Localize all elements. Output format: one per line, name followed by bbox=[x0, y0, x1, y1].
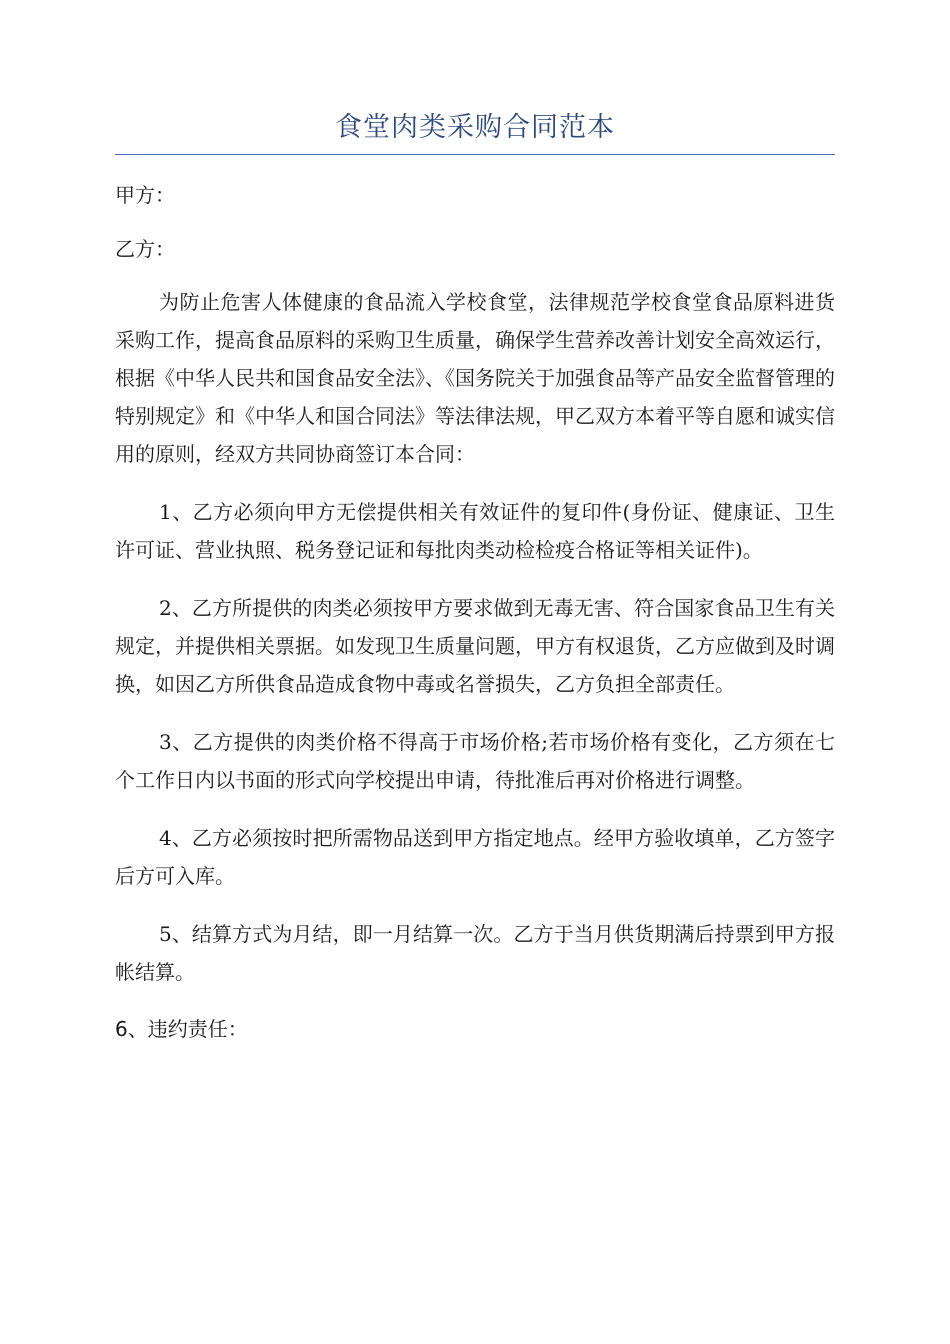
clause-3: 3、乙方提供的肉类价格不得高于市场价格;若市场价格有变化，乙方须在七个工作日内以书面的形式向学校提出申请，待批准后再对价格进行调整。 bbox=[115, 730, 835, 792]
clause-5: 5、结算方式为月结，即一月结算一次。乙方于当月供货期满后持票到甲方报帐结算。 bbox=[115, 922, 835, 984]
party-a-label: 甲方： bbox=[115, 183, 175, 207]
party-b-label: 乙方： bbox=[115, 237, 175, 261]
intro-paragraph: 为防止危害人体健康的食品流入学校食堂，法律规范学校食堂食品原料进货采购工作，提高食品原料的采购卫生质量，确保学生营养改善计划安全高效运行，根据《中华人民共和国食品安全法》、《国务院关于加强食品等产品安全监督管理的特别规定》和《中华人和国合同法》等法律法规，甲乙双方本着平等自愿和诚实信用的原则，经双方共同协商签订本合同： bbox=[115, 290, 835, 466]
clause-2: 2、乙方所提供的肉类必须按甲方要求做到无毒无害、符合国家食品卫生有关规定，并提供相关票据。如发现卫生质量问题，甲方有权退货，乙方应做到及时调换，如因乙方所供食品造成食物中毒或名誉损失，乙方负担全部责任。 bbox=[115, 596, 835, 696]
clause-4: 4、乙方必须按时把所需物品送到甲方指定地点。经甲方验收填单，乙方签字后方可入库。 bbox=[115, 826, 835, 888]
document-title: 食堂肉类采购合同范本 bbox=[115, 108, 835, 155]
clause-1: 1、乙方必须向甲方无偿提供相关有效证件的复印件(身份证、健康证、卫生许可证、营业执照、税务登记证和每批肉类动检检疫合格证等相关证件)。 bbox=[115, 500, 835, 562]
section-heading-breach: 6、违约责任： bbox=[115, 1017, 248, 1041]
document-page bbox=[115, 108, 835, 1047]
